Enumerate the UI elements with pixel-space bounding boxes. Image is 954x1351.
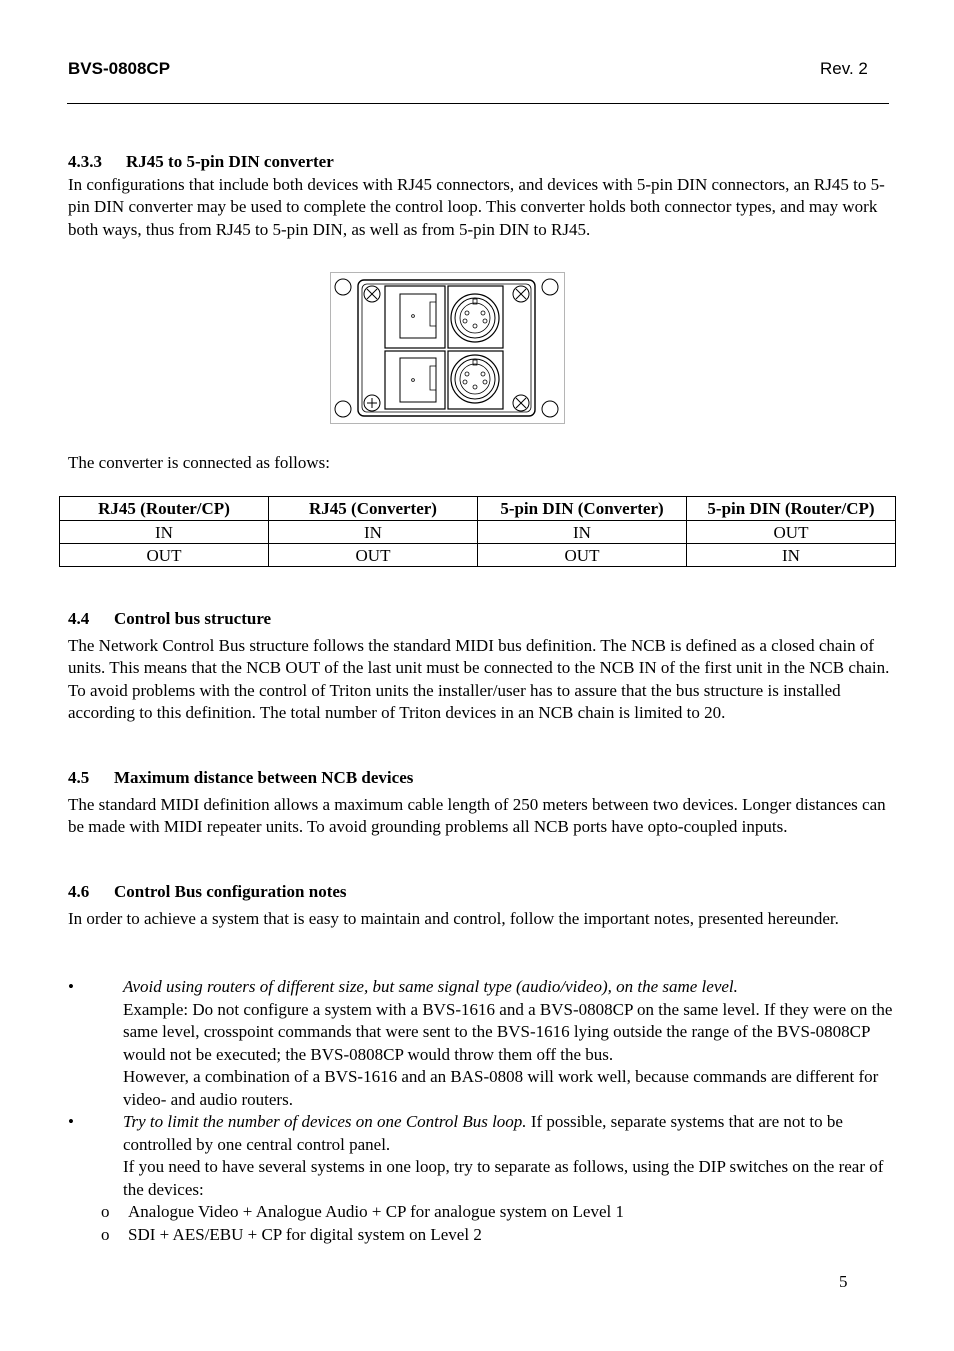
table-header-cell: RJ45 (Converter) [269,497,478,521]
section-number: 4.5 [68,768,90,787]
section-4-4 [68,608,890,725]
table-row [60,544,896,567]
connection-intro: The converter is connected as follows: [68,453,330,472]
section-4-6 [68,881,890,930]
header-doc-id: BVS-0808CP [68,59,171,78]
section-body: The Network Control Bus structure follows the standard MIDI bus definition. The NCB is defined as a closed chain of units. This means that the NCB OUT of the last unit must be connected to the NCB IN of the first unit in the NCB chain. To avoid problems with the control of Triton units the installer/user has to assure that the bus structure is installed according to this definition. The total number of Triton devices in an NCB chain is limited to 20. [68,635,890,722]
table-cell: IN [687,544,896,567]
note-text: Example: Do not configure a system with a BVS-1616 and a BVS-0808CP on the same level. If they were on the same level, crosspoint commands that were sent to the BVS-1616 lying outside the range of the BVS-0808CP would not be executed; the BVS-0808CP would throw them off the bus. [123,999,893,1064]
list-item [68,1111,898,1201]
section-title: RJ45 to 5-pin DIN converter [126,152,334,171]
section-title: Maximum distance between NCB devices [114,768,414,787]
note-text: If possible, separate systems that are not to be controlled by one central control panel. [123,1112,843,1154]
table-cell: OUT [478,544,687,567]
table-cell: IN [60,521,269,544]
section-heading [68,151,890,174]
table-header-row [60,497,896,521]
table-cell: OUT [687,521,896,544]
note-emphasis: Avoid using routers of different size, but same signal type (audio/video), on the same level. [123,977,738,996]
header-revision: Rev. 2 [820,59,868,78]
section-4-5 [68,767,890,839]
config-notes-list [68,976,898,1246]
header-rule [67,103,889,104]
section-title: Control Bus configuration notes [114,882,347,901]
page-number: 5 [839,1272,848,1291]
sub-bullet-marker: o [101,1224,110,1244]
note-emphasis: Try to limit the number of devices on one Control Bus loop. [123,1112,527,1131]
sub-item-text: SDI + AES/EBU + CP for digital system on Level 2 [128,1224,482,1244]
section-heading [68,767,890,790]
note-text: If you need to have several systems in one loop, try to separate as follows, using the DIP switches on the rear of the devices: [123,1157,884,1199]
table-cell: OUT [269,544,478,567]
rj45-din-converter-figure [330,272,565,424]
section-number: 4.6 [68,882,90,901]
table-cell: OUT [60,544,269,567]
table-header-cell: RJ45 (Router/CP) [60,497,269,521]
bullet-marker: • [68,977,74,996]
bullet-marker: • [68,1112,74,1131]
section-body: In order to achieve a system that is easy to maintain and control, follow the important notes, presented hereunder. [68,908,839,928]
sub-bullet-marker: o [101,1202,110,1221]
note-paragraph [123,1111,898,1156]
table-header-cell: 5-pin DIN (Converter) [478,497,687,521]
section-heading [68,881,890,904]
sub-list-item [68,1224,898,1247]
section-number: 4.4 [68,609,90,628]
sub-list-item [68,1201,898,1224]
section-heading [68,608,890,631]
section-body: In configurations that include both devices with RJ45 connectors, and devices with 5-pin DIN connectors, an RJ45 to 5-pin DIN converter may be used to complete the control loop. This converter holds both connector types, and may work both ways, thus from RJ45 to 5-pin DIN, as well as from 5-pin DIN to RJ45. [68,174,885,239]
section-number: 4.3.3 [68,152,102,171]
section-4-3-3 [68,151,890,241]
table-cell: IN [478,521,687,544]
table-header-cell: 5-pin DIN (Router/CP) [687,497,896,521]
note-text: However, a combination of a BVS-1616 and an BAS-0808 will work well, because commands are different for video- and audio routers. [123,1067,879,1109]
connection-table [59,496,896,567]
list-item [68,976,898,1111]
table-cell: IN [269,521,478,544]
table-row [60,521,896,544]
section-body: The standard MIDI definition allows a maximum cable length of 250 meters between two devices. Longer distances can be made with MIDI repeater units. To avoid grounding problems all NCB ports have opto-coupled inputs. [68,794,886,836]
section-title: Control bus structure [114,609,272,628]
sub-item-text: Analogue Video + Analogue Audio + CP for analogue system on Level 1 [128,1202,624,1221]
